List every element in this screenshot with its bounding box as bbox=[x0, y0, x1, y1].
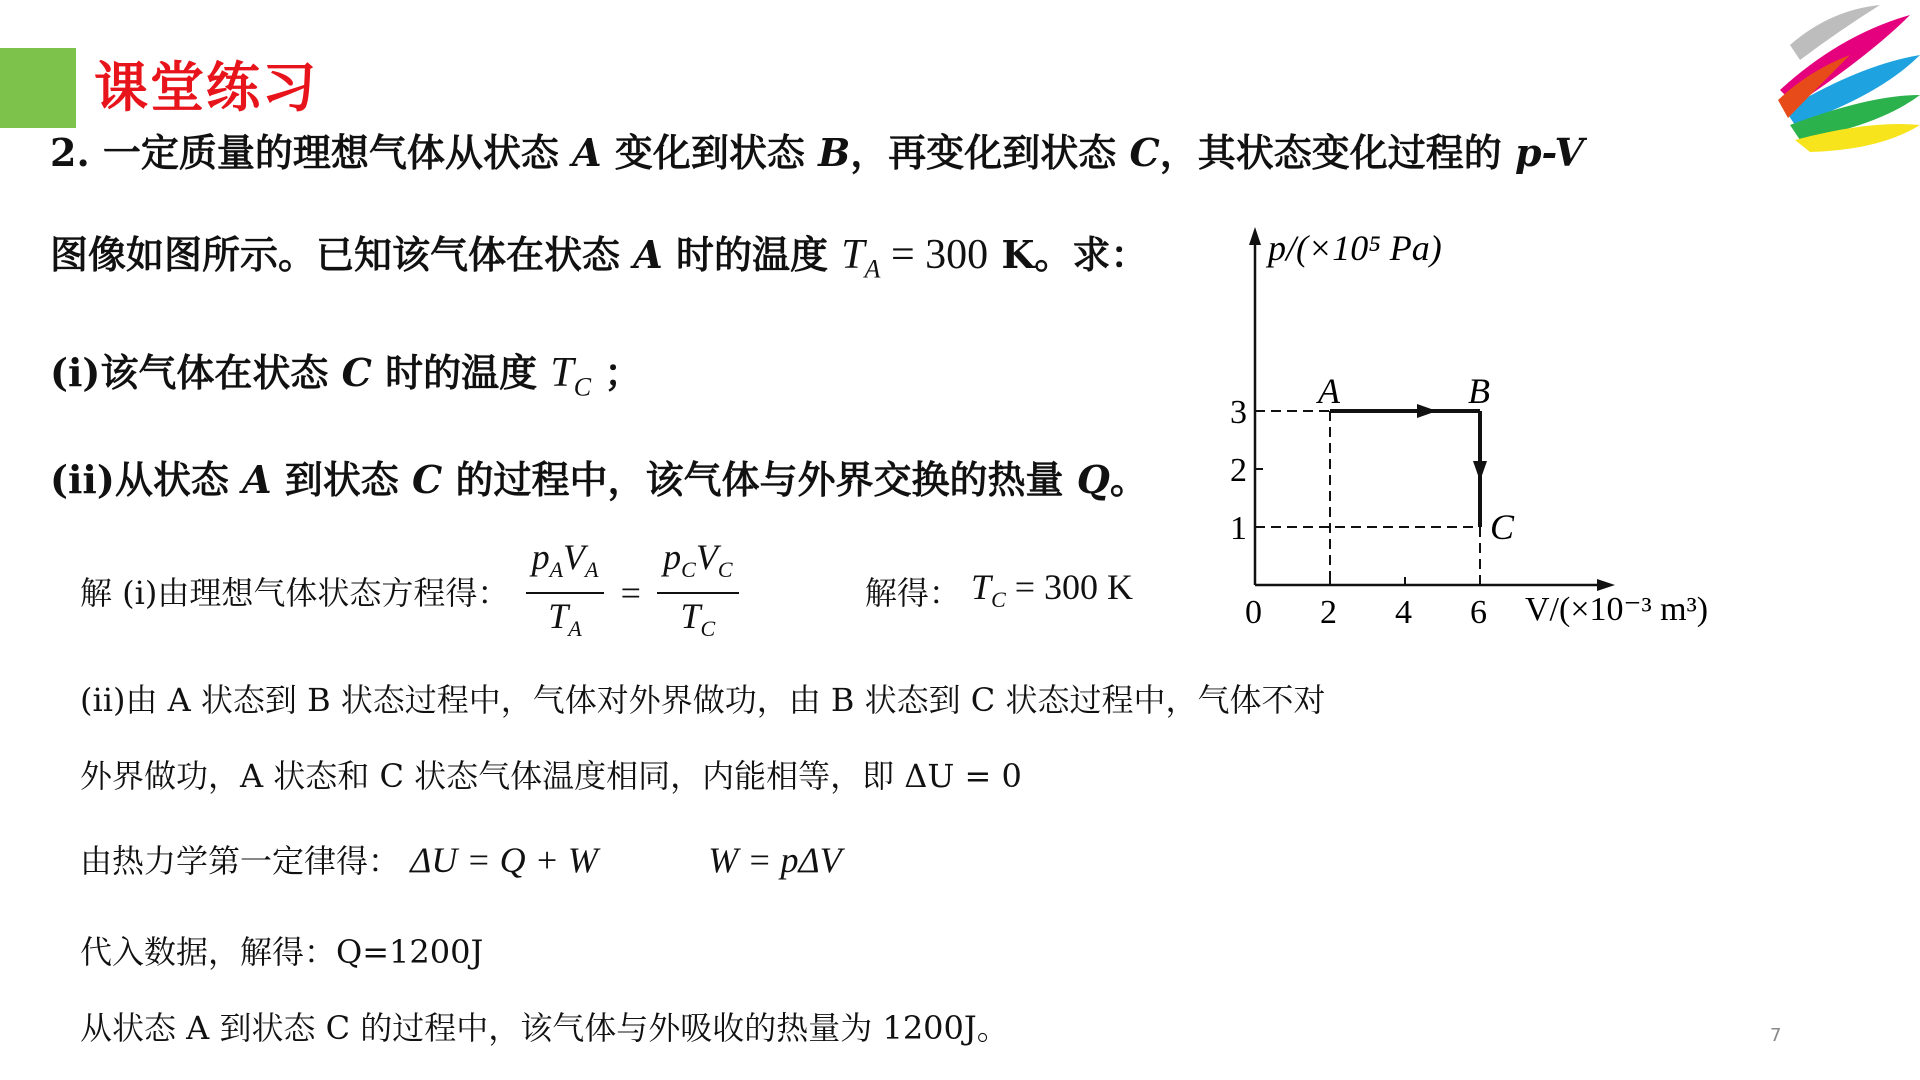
pressure-symbol: p bbox=[531, 537, 550, 577]
temp-symbol: T bbox=[841, 232, 865, 278]
title-accent-bar bbox=[0, 48, 76, 128]
y-ticks bbox=[1230, 394, 1263, 547]
subscript: C bbox=[717, 557, 733, 583]
subscript: C bbox=[991, 586, 1006, 612]
subscript: A bbox=[549, 557, 564, 583]
solution-text: 解得： bbox=[864, 574, 961, 613]
fraction-left bbox=[526, 535, 605, 651]
slide-title: 课堂练习 bbox=[94, 56, 318, 119]
first-law-equation: ΔU = Q + W bbox=[410, 840, 598, 880]
solution-line-2: (ii)由 A 状态到 B 状态过程中，气体对外界做功，由 B 状态到 C 状态过程中，气体不对 bbox=[80, 681, 1326, 719]
question-text: ，再变化到状态 bbox=[850, 130, 1130, 175]
state-c: C bbox=[341, 350, 372, 395]
state-a: A bbox=[633, 232, 663, 277]
temp-subscript: A bbox=[864, 254, 881, 284]
subscript: A bbox=[568, 616, 582, 642]
question-part-1 bbox=[50, 348, 642, 412]
question-text: 到状态 bbox=[271, 457, 413, 502]
pv-diagram bbox=[1200, 215, 1740, 635]
question-part-2 bbox=[50, 455, 1148, 505]
dashed-guides bbox=[1255, 411, 1480, 585]
arrow-b-to-c bbox=[1473, 461, 1487, 481]
subscript: C bbox=[700, 616, 716, 642]
point-label-a: A bbox=[1318, 371, 1340, 411]
x-axis-arrow bbox=[1597, 579, 1615, 591]
subscript: C bbox=[681, 557, 696, 583]
temp-subscript: C bbox=[573, 372, 592, 402]
question-text: 2. 一定质量的理想气体从状态 bbox=[50, 130, 573, 175]
solution-line-5: 代入数据，解得：Q=1200J bbox=[80, 933, 484, 971]
x-tick-label: 4 bbox=[1395, 594, 1412, 631]
state-c: C bbox=[1129, 130, 1160, 175]
volume-symbol: V bbox=[563, 537, 586, 577]
state-c: C bbox=[412, 457, 443, 502]
point-labels bbox=[1316, 371, 1515, 547]
brand-logo bbox=[1770, 0, 1920, 170]
heat-symbol: Q bbox=[1076, 457, 1110, 502]
question-text: 时的温度 bbox=[662, 232, 842, 277]
solution-line-6: 从状态 A 到状态 C 的过程中，该气体与外吸收的热量为 1200J。 bbox=[80, 1009, 1009, 1047]
result-value: = 300 K bbox=[1005, 566, 1134, 607]
temp-symbol: T bbox=[550, 350, 574, 396]
part-label: (i)该气体在状态 bbox=[50, 350, 342, 395]
question-text: 变化到状态 bbox=[601, 130, 819, 175]
state-b: B bbox=[818, 130, 851, 175]
question-line-2 bbox=[50, 230, 1148, 294]
y-axis-arrow bbox=[1249, 227, 1261, 245]
process-path bbox=[1330, 404, 1487, 527]
page-number: 7 bbox=[1770, 1025, 1782, 1046]
x-tick-label: 2 bbox=[1320, 594, 1337, 631]
arrow-a-to-b bbox=[1417, 404, 1437, 418]
question-text: 时的温度 bbox=[371, 350, 551, 395]
point-label-c: C bbox=[1490, 507, 1515, 547]
y-tick-label: 2 bbox=[1230, 452, 1247, 489]
pv-label: p-V bbox=[1514, 130, 1584, 175]
x-tick-label: 0 bbox=[1245, 594, 1262, 631]
temp-unit: K bbox=[988, 232, 1035, 277]
temp-symbol: T bbox=[971, 566, 992, 607]
volume-symbol: V bbox=[695, 537, 718, 577]
temp-value: = 300 bbox=[880, 232, 989, 278]
question-text: ； bbox=[591, 350, 643, 395]
state-a: A bbox=[242, 457, 272, 502]
solution-text: 解 (i)由理想气体状态方程得： bbox=[80, 574, 510, 613]
state-a: A bbox=[572, 130, 602, 175]
question-text: 的过程中，该气体与外界交换的热量 bbox=[442, 457, 1077, 502]
subscript: A bbox=[585, 557, 599, 583]
part-label: (ii)从状态 bbox=[50, 457, 243, 502]
solution-text: 由热力学第一定律得： bbox=[80, 842, 401, 880]
question-text: 图像如图所示。已知该气体在状态 bbox=[50, 232, 634, 277]
equals-sign: = bbox=[620, 573, 641, 614]
x-axis-label: V/(×10⁻³ m³) bbox=[1525, 591, 1709, 628]
question-text: 。 bbox=[1109, 457, 1148, 502]
solution-line-3: 外界做功，A 状态和 C 状态气体温度相同，内能相等，即 ΔU = 0 bbox=[80, 757, 1022, 795]
temp-symbol: T bbox=[548, 596, 569, 637]
work-equation: W = pΔV bbox=[708, 840, 842, 880]
question-line-1 bbox=[50, 128, 1584, 178]
x-tick-label: 6 bbox=[1470, 594, 1487, 631]
question-text: 。求： bbox=[1034, 232, 1149, 277]
point-label-b: B bbox=[1468, 371, 1490, 411]
temp-symbol: T bbox=[680, 596, 701, 637]
solution-line-4 bbox=[80, 838, 842, 883]
y-axis-label: p/(×10⁵ Pa) bbox=[1268, 228, 1442, 268]
question-text: ，其状态变化过程的 bbox=[1159, 130, 1515, 175]
pressure-symbol: p bbox=[663, 537, 682, 577]
solution-line-1 bbox=[80, 535, 1133, 651]
y-tick-label: 3 bbox=[1230, 394, 1247, 431]
fraction-right bbox=[657, 535, 738, 651]
y-tick-label: 1 bbox=[1230, 510, 1247, 547]
